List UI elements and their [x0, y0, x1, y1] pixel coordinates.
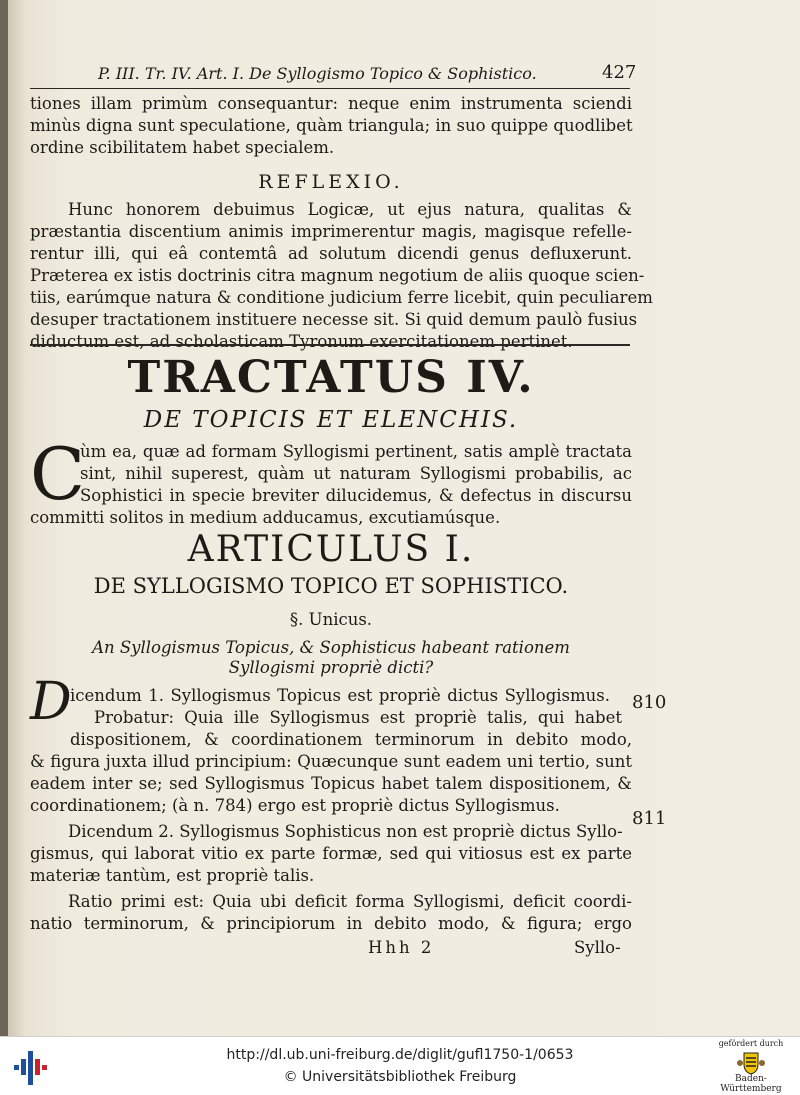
tractatus-line: committi solitos in medium adducamus, excutiamúsque. — [30, 508, 501, 527]
coat-of-arms-icon — [736, 1051, 766, 1075]
section-mark: §. Unicus. — [289, 610, 373, 629]
section-rule — [30, 344, 630, 346]
reflexio-line: desuper tractationem instituere necesse sit. Si quid demum paulò fusius — [30, 310, 638, 329]
tractatus-line: Sophistici in specie breviter dilucidemus, & defectus in discursu — [80, 486, 632, 505]
intro-line: tiones illam primùm consequantur: neque enim instrumenta sciendi — [30, 94, 632, 113]
running-title: P. III. Tr. IV. Art. I. De Syllogismo Topico & Sophistico. — [98, 64, 537, 83]
tractatus-line: ùm ea, quæ ad formam Syllogismi pertinent, satis amplè tractata — [80, 442, 632, 461]
articulus-subtitle: DE SYLLOGISMO TOPICO ET SOPHISTICO. — [93, 574, 569, 598]
articulus-line: materiæ tantùm, est propriè talis. — [30, 866, 315, 885]
footer-url[interactable]: http://dl.ub.uni-freiburg.de/diglit/gufl1750-1/0653 — [226, 1047, 574, 1063]
reflexio-line: Hunc honorem debuimus Logicæ, ut ejus natura, qualitas & — [68, 200, 632, 219]
reflexio-line: præstantia discentium animis imprimerentur magis, magisque refelle- — [30, 222, 632, 241]
articulus-line: dispositionem, & coordinationem terminorum in debito modo, — [70, 730, 632, 749]
tractatus-line: sint, nihil superest, quàm ut naturam Syllogismi probabilis, ac — [80, 464, 632, 483]
page-gutter — [0, 0, 8, 1036]
drop-cap-d: D — [30, 672, 72, 732]
articulus-title: ARTICULUS I. — [187, 529, 475, 570]
articulus-line: coordinationem; (à n. 784) ergo est propriè dictus Syllogismus. — [30, 796, 560, 815]
drop-cap-c: C — [30, 432, 86, 516]
intro-line: ordine scibilitatem habet specialem. — [30, 138, 335, 157]
footer-copyright: © Universitätsbibliothek Freiburg — [283, 1069, 517, 1085]
articulus-line: Probatur: Quia ille Syllogismus est propriè talis, qui habet — [94, 708, 622, 727]
articulus-line: & figura juxta illud principium: Quæcunque sunt eadem uni tertio, sunt — [30, 752, 632, 771]
reflexio-line: Præterea ex istis doctrinis citra magnum negotium de aliis quoque scien- — [30, 266, 645, 285]
reflexio-line: rentur illi, qui eâ contemtâ ad solutum dicendi genus defluxerunt. — [30, 244, 632, 263]
funding-badge — [708, 1039, 794, 1094]
intro-line: minùs digna sunt speculatione, quàm triangula; in suo quippe quodlibet — [30, 116, 633, 135]
articulus-line: Ratio primi est: Quia ubi deficit forma Syllogismi, deficit coordi- — [68, 892, 632, 911]
reflexio-line: tiis, earúmque natura & conditione judicium ferre licebit, quin peculiarem — [30, 288, 653, 307]
reflexio-line: diductum est, ad scholasticam Tyronum exercitationem pertinet. — [30, 332, 573, 351]
question-line: An Syllogismus Topicus, & Sophisticus habeant rationem — [92, 638, 570, 657]
tractatus-title: TRACTATUS IV. — [127, 352, 535, 403]
margin-number: 810 — [632, 692, 667, 713]
catchword: Syllo- — [574, 938, 621, 957]
tractatus-subtitle: DE TOPICIS ET ELENCHIS. — [143, 407, 519, 433]
book-page — [8, 0, 800, 1036]
funding-top-text: gefördert durch — [718, 1039, 784, 1048]
articulus-line: Dicendum 2. Syllogismus Sophisticus non est propriè dictus Syllo- — [68, 822, 623, 841]
margin-number: 811 — [632, 808, 667, 829]
page-number: 427 — [602, 62, 637, 83]
funding-bottom-text: Baden-Württemberg — [720, 1074, 782, 1094]
footer-bar — [0, 1036, 800, 1095]
articulus-line: eadem inter se; sed Syllogismus Topicus habet talem dispositionem, & — [30, 774, 632, 793]
header-rule — [30, 88, 630, 89]
articulus-line: gismus, qui laborat vitio ex parte formæ, sed qui vitiosus est ex parte — [30, 844, 632, 863]
articulus-line: icendum 1. Syllogismus Topicus est propriè dictus Syllogismus. — [70, 686, 610, 705]
signature-mark: Hhh 2 — [368, 938, 435, 957]
reflexio-heading: REFLEXIO. — [258, 171, 404, 193]
question-line: Syllogismi propriè dicti? — [228, 658, 434, 677]
articulus-line: natio terminorum, & principiorum in debito modo, & figura; ergo — [30, 914, 632, 933]
